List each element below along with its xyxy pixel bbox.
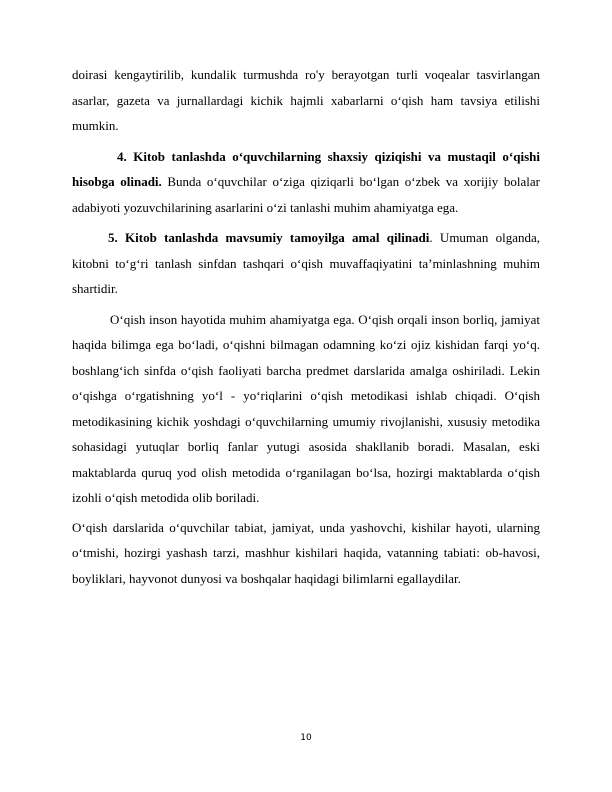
paragraph-4 xyxy=(72,307,540,511)
page-number: 10 xyxy=(300,733,312,743)
paragraph-2 xyxy=(72,144,540,221)
paragraph-5-text: O‘qish darslarida o‘quvchilar tabiat, jamiyat, unda yashovchi, kishilar hayoti, ularning o‘tmishi, hozirgi yashash tarzi, mashhur kishilari haqida, vatanning tabiati: ob-havosi, boyliklari, hayvonot dunyosi va boshqalar haqidagi bilimlarni egallaydilar. xyxy=(72,519,540,586)
document-body xyxy=(72,62,540,591)
paragraph-1-text: doirasi kengaytirilib, kundalik turmushda ro'y berayotgan turli voqealar tasvirlangan asarlar, gazeta va jurnallardagi kichik hajmli xabarlarni o‘qish ham tavsiya etilishi mumkin. xyxy=(72,67,540,133)
paragraph-4-text: O‘qish inson hayotida muhim ahamiyatga ega. O‘qish orqali inson borliq, jamiyat haqida bilimga ega bo‘ladi, o‘qishni bilmagan odamning ko‘zi ojiz kishidan farqi yo‘q. boshlang‘ich sinfda o‘qish faoliyati barcha predmet darslarida amalga oshiriladi. Lekin o‘qishga o‘rgatishning yo‘l - yo‘riqlarini o‘qish metodikasi ishlab chiqadi. O‘qish metodikasining kichik yoshdagi o‘quvchilarning umumiy rivojlanishi, xususiy metodika sohasidagi yutuqlar borliq fanlar yutugi asosida shakllanib boradi. Masalan, eski maktablarda quruq yod olish metodida o‘rganilagan bo‘lsa, hozirgi maktablarda o‘qish izohli o‘qish metodida olib boriladi. xyxy=(72,311,540,505)
paragraph-3-text: . Umuman olganda, kitobni to‘g‘ri tanlash sinfdan tashqari o‘qish muvaffaqiyatini ta’minlashning muhim shartidir. xyxy=(72,230,540,296)
paragraph-3 xyxy=(72,225,540,302)
paragraph-3-heading: 5. Kitob tanlashda mavsumiy tamoyilga amal qilinadi xyxy=(108,230,430,245)
paragraph-2-text: Bunda o‘quvchilar o‘ziga qiziqarli bo‘lgan o‘zbek va xorijiy bolalar adabiyoti yozuvchilarining asarlarini o‘zi tanlashi muhim ahamiyatga ega. xyxy=(72,174,540,215)
paragraph-5 xyxy=(72,515,540,592)
paragraph-1 xyxy=(72,62,540,139)
paragraph-2-heading: 4. Kitob tanlashda o‘quvchilarning shaxsiy qiziqishi va mustaqil o‘qishi hisobga olinadi. xyxy=(72,148,540,189)
